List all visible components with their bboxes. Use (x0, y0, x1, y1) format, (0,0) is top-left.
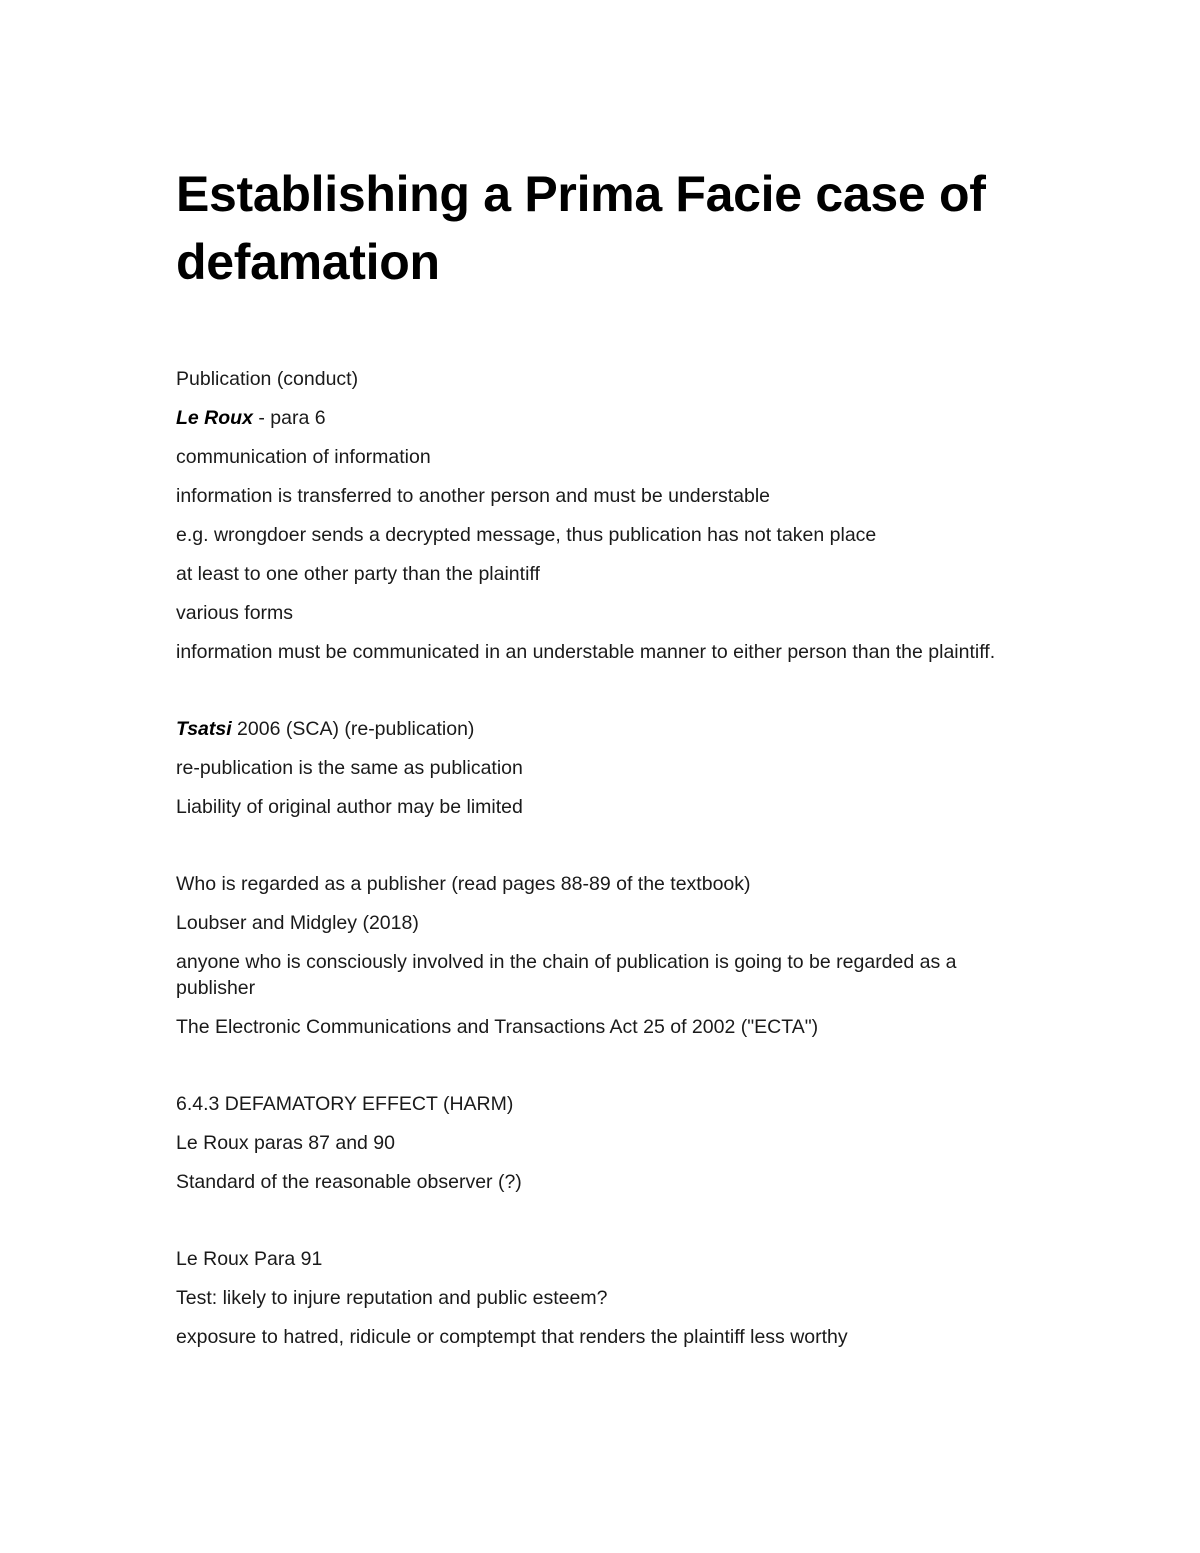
text-line: information must be communicated in an understable manner to either person than the plaintiff. (176, 641, 996, 663)
text-line: e.g. wrongdoer sends a decrypted message, thus publication has not taken place (176, 524, 877, 546)
text-line: Loubser and Midgley (2018) (176, 912, 419, 934)
document-body (176, 366, 1036, 1350)
text-line (176, 716, 1036, 742)
document-title: Establishing a Prima Facie case of defamation (176, 166, 986, 290)
text-line (176, 405, 1036, 431)
text-line: at least to one other party than the plaintiff (176, 563, 540, 585)
paragraph-gap (176, 678, 1036, 716)
text-line: communication of information (176, 446, 431, 468)
text-line: anyone who is consciously involved in the chain of publication is going to be regarded as a publisher (176, 951, 957, 999)
case-name: Tsatsi (176, 718, 232, 740)
paragraph-gap (176, 1208, 1036, 1246)
document-page (176, 0, 1036, 1363)
text-line: information is transferred to another person and must be understable (176, 485, 771, 507)
text-line: exposure to hatred, ridicule or comptempt that renders the plaintiff less worthy (176, 1326, 848, 1348)
text-line: Publication (conduct) (176, 368, 359, 390)
text-line: re-publication is the same as publication (176, 757, 523, 779)
text-line: The Electronic Communications and Transactions Act 25 of 2002 ("ECTA") (176, 1016, 819, 1038)
paragraph-gap (176, 1053, 1036, 1091)
text-line: various forms (176, 602, 294, 624)
case-detail: 2006 (SCA) (re-publication) (231, 718, 475, 740)
case-detail: - para 6 (252, 407, 326, 429)
section-heading: 6.4.3 DEFAMATORY EFFECT (HARM) (176, 1093, 514, 1115)
paragraph-gap (176, 833, 1036, 871)
text-line: Who is regarded as a publisher (read pages 88-89 of the textbook) (176, 873, 751, 895)
text-line: Liability of original author may be limited (176, 796, 523, 818)
text-line: Le Roux paras 87 and 90 (176, 1132, 395, 1154)
text-line: Test: likely to injure reputation and public esteem? (176, 1287, 608, 1309)
text-line: Standard of the reasonable observer (?) (176, 1171, 522, 1193)
text-line: Le Roux Para 91 (176, 1248, 323, 1270)
case-name: Le Roux (176, 407, 253, 429)
